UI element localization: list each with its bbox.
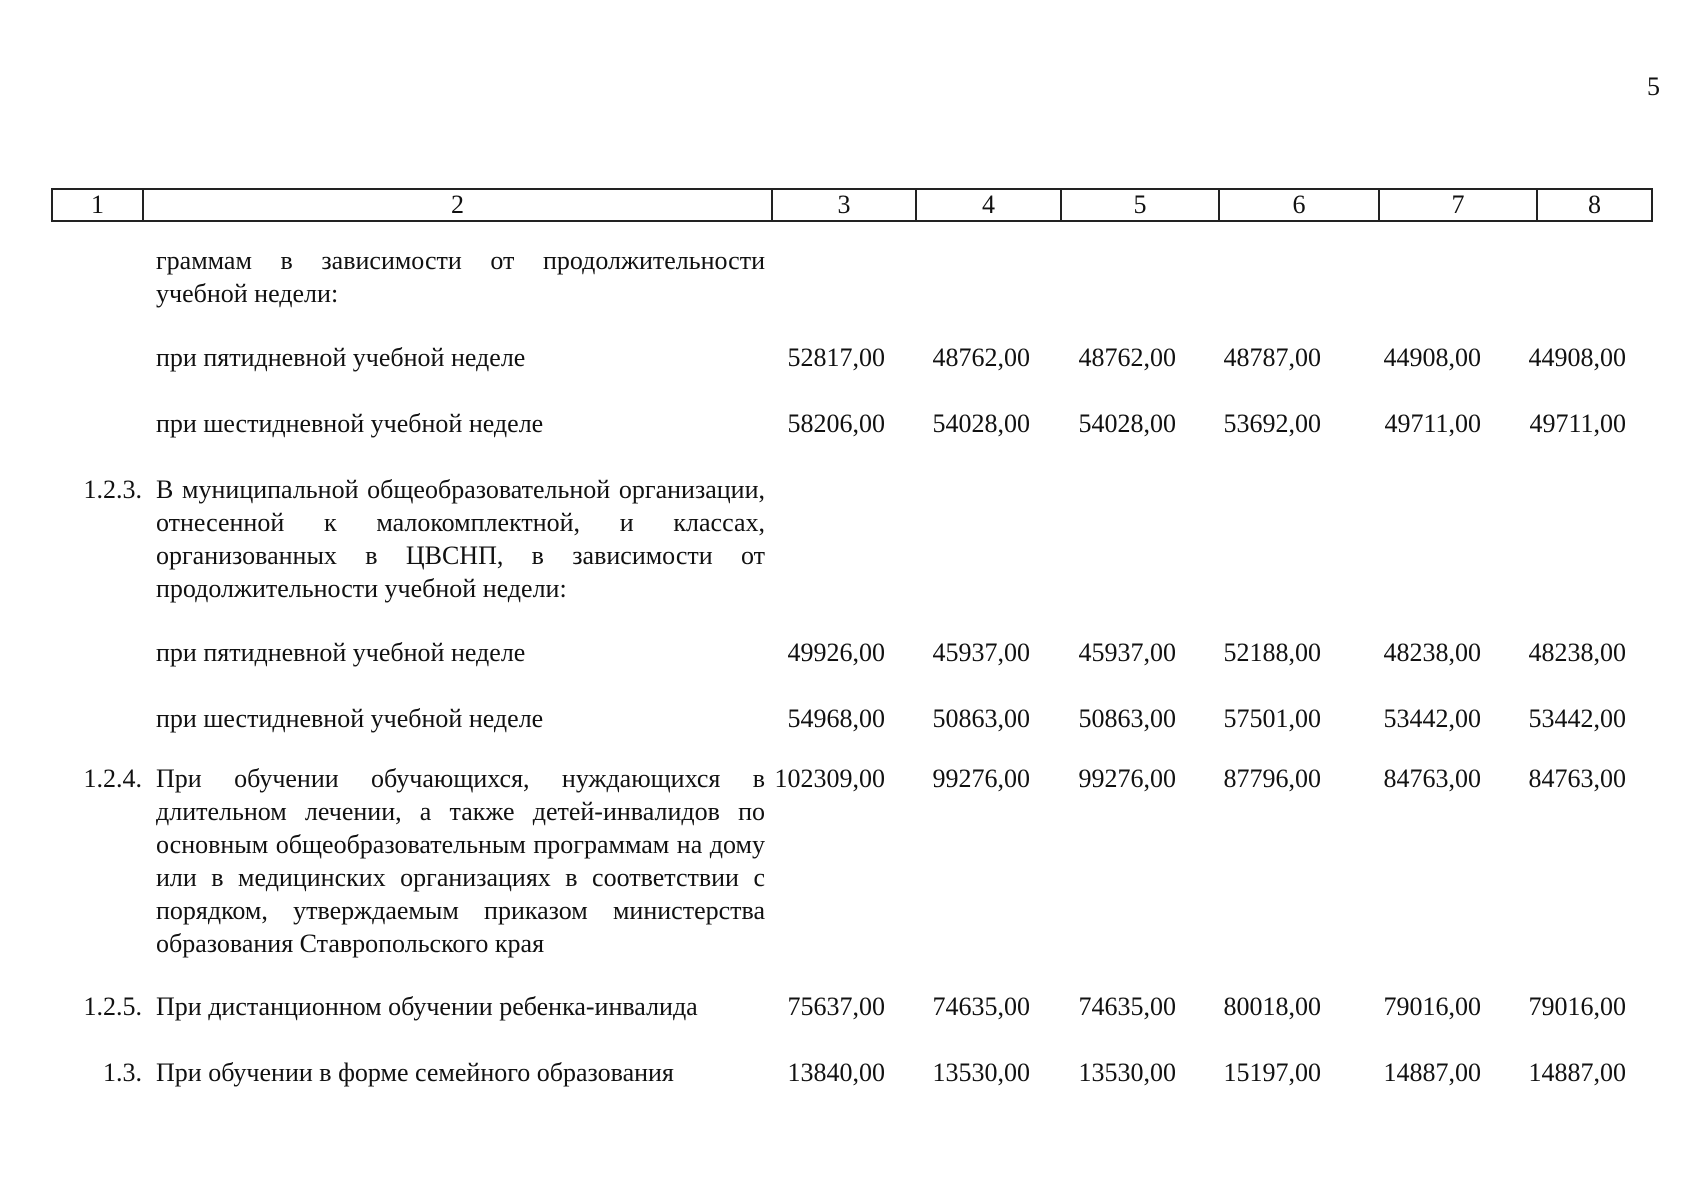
value-col-8: 44908,00 [1528,343,1626,372]
table-row [51,762,1651,960]
row-number: 1.2.4. [83,764,142,793]
row-number [51,244,142,310]
row-number [51,702,142,735]
row-description: При обучении обучающихся, нуждающихся в длительном лечении, а также детей-инвалидов по основным общеобразовательным программам на дому или в медицинских организациях в соответствии с порядком, утверждаемым приказом министерства образования Ставропольского края [156,764,765,958]
page-number: 5 [1647,72,1660,101]
row-description: при пятидневной учебной неделе [156,638,526,667]
table-row [51,636,1651,669]
value-col-4: 50863,00 [932,704,1030,733]
value-col-7: 79016,00 [1383,992,1481,1021]
value-col-8: 14887,00 [1528,1058,1626,1087]
table-row [51,341,1651,374]
header-col-5: 5 [1061,189,1219,221]
value-col-8: 48238,00 [1528,638,1626,667]
row-description: при пятидневной учебной неделе [156,343,526,372]
table-row [51,407,1651,440]
row-number: 1.2.3. [83,475,142,504]
value-col-3: 102309,00 [774,764,885,793]
value-col-5: 54028,00 [1078,409,1176,438]
row-number: 1.2.5. [83,992,142,1021]
value-col-4: 13530,00 [932,1058,1030,1087]
table-row [51,702,1651,735]
header-col-8: 8 [1537,189,1652,221]
header-col-1: 1 [52,189,143,221]
table-row [51,1056,1651,1089]
row-values [675,702,1626,735]
row-description: При обучении в форме семейного образования [156,1058,674,1087]
value-col-6: 48787,00 [1223,343,1321,372]
row-description: при шестидневной учебной неделе [156,704,544,733]
row-values [675,407,1626,440]
value-col-8: 79016,00 [1528,992,1626,1021]
value-col-4: 74635,00 [932,992,1030,1021]
value-col-5: 50863,00 [1078,704,1176,733]
value-col-7: 84763,00 [1383,764,1481,793]
value-col-4: 45937,00 [932,638,1030,667]
row-values [675,1056,1626,1089]
row-values [675,762,1626,960]
value-col-3: 52817,00 [787,343,885,372]
row-values [675,990,1626,1023]
row-number [51,636,142,669]
value-col-5: 13530,00 [1078,1058,1176,1087]
value-col-3: 75637,00 [787,992,885,1021]
row-number: 1.3. [103,1058,142,1087]
row-description: при шестидневной учебной неделе [156,409,544,438]
value-col-3: 13840,00 [787,1058,885,1087]
value-col-3: 49926,00 [787,638,885,667]
row-description: В муниципальной общеобразовательной организации, отнесенной к малокомплектной, и классах, организованных в ЦВСНП, в зависимости от продолжительности учебной недели: [156,475,765,603]
value-col-6: 53692,00 [1223,409,1321,438]
value-col-8: 84763,00 [1528,764,1626,793]
value-col-5: 45937,00 [1078,638,1176,667]
value-col-7: 44908,00 [1383,343,1481,372]
header-col-6: 6 [1219,189,1379,221]
value-col-6: 57501,00 [1223,704,1321,733]
value-col-7: 49711,00 [1384,409,1481,438]
value-col-5: 99276,00 [1078,764,1176,793]
column-number-header [51,188,1653,222]
value-col-6: 80018,00 [1223,992,1321,1021]
row-number [51,407,142,440]
row-description: При дистанционном обучении ребенка-инвалида [156,992,698,1021]
header-col-7: 7 [1379,189,1537,221]
value-col-8: 49711,00 [1529,409,1626,438]
value-col-8: 53442,00 [1528,704,1626,733]
header-col-4: 4 [916,189,1061,221]
table-row [51,990,1651,1023]
header-col-2: 2 [143,189,772,221]
row-values [675,636,1626,669]
header-col-3: 3 [772,189,916,221]
value-col-7: 53442,00 [1383,704,1481,733]
table-row [51,244,1651,310]
row-values [675,341,1626,374]
value-col-6: 52188,00 [1223,638,1321,667]
value-col-3: 54968,00 [787,704,885,733]
value-col-7: 14887,00 [1383,1058,1481,1087]
value-col-7: 48238,00 [1383,638,1481,667]
table-row [51,473,1651,605]
value-col-4: 54028,00 [932,409,1030,438]
table-body [51,244,1651,1089]
value-col-4: 99276,00 [932,764,1030,793]
value-col-6: 15197,00 [1223,1058,1321,1087]
value-col-4: 48762,00 [932,343,1030,372]
row-description: граммам в зависимости от продолжительности учебной недели: [156,246,765,308]
row-number [51,341,142,374]
value-col-3: 58206,00 [787,409,885,438]
value-col-6: 87796,00 [1223,764,1321,793]
value-col-5: 48762,00 [1078,343,1176,372]
value-col-5: 74635,00 [1078,992,1176,1021]
